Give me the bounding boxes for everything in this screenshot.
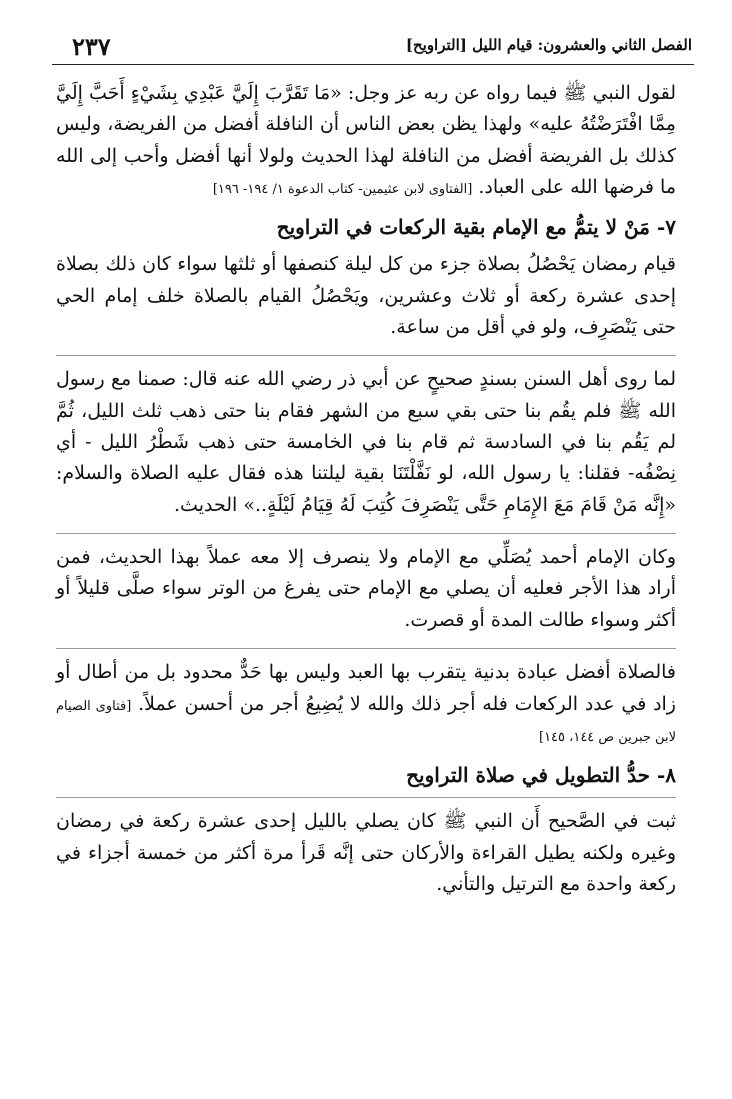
reference-2: [فتاوى الصيام لابن جبرين ص ١٤٤، ١٤٥] [56, 698, 676, 745]
page-header [52, 30, 694, 65]
divider-1 [56, 355, 676, 356]
running-title: الفصل الثاني والعشرون: قيام الليل [التراويح] [405, 36, 692, 54]
paragraph-5 [56, 657, 676, 751]
page-body [56, 78, 676, 912]
paragraph-4: وكان الإمام أحمد يُصَلِّي مع الإمام ولا ينصرف إلا معه عملاً بهذا الحديث، فمن أراد هذا الأجر فعليه أن يصلي مع الإمام حتى يفرغ من الوتر سواء صلَّى قليلاً أو أكثر وسواء طالت المدة أو قصرت. [56, 546, 676, 631]
paragraph-3: لما روى أهل السنن بسندٍ صحيحٍ عن أبي ذر رضي الله عنه قال: صمنا مع رسول الله ﷺ فلم يقُم بنا حتى بقي سبع من الشهر فقام بنا حتى ذهب ثلث الليل، ثُمَّ لم يَقُم بنا في السادسة ثم قام بنا في الخامسة حتى ذهب شَطْرُ الليل - أي نِصْفُه- فقلنا: يا رسول الله، لو نَفَّلْتَنَا بقية ليلتنا هذه فقال عليه الصلاة والسلام: «إِنَّه مَنْ قَامَ مَعَ الإِمَامِ حَتَّى يَنْصَرِفَ كُتِبَ لَهُ قِيَامُ لَيْلَةٍ..» الحديث. [56, 368, 676, 516]
paragraph-2: قيام رمضان يَحْصُلُ بصلاة جزء من كل ليلة كنصفها أو ثلثها سواء كان ذلك بصلاة إحدى عشرة ركعة أو ثلاث وعشرين، ويَحْصُلُ القيام بالصلاة خلف إمام الحي حتى يَنْصَرِف، ولو في أقل من ساعة. [56, 253, 676, 339]
divider-4 [56, 797, 676, 798]
paragraph-1 [56, 78, 676, 203]
paragraph-6: ثبت في الصَّحيح أَن النبي ﷺ كان يصلي بالليل إحدى عشرة ركعة في رمضان وغيره ولكنه يطيل القراءة والأركان حتى إنَّه قَرأ مرة أكثر من خمسة أجزاء في ركعة واحدة مع الترتيل والتأني. [56, 810, 676, 895]
reference-1: [الفتاوى لابن عثيمين- كتاب الدعوة ١/ ١٩٤- ١٩٦] [212, 182, 473, 198]
section-heading-8: ٨- حدُّ التطويل في صلاة التراويح [406, 763, 676, 788]
page-number: ٢٣٧ [72, 32, 111, 61]
divider-3 [56, 648, 676, 649]
section-heading-7: ٧- مَنْ لا يتمُّ مع الإمام بقية الركعات في التراويح [276, 215, 676, 240]
divider-2 [56, 533, 676, 534]
paragraph-5-text: فالصلاة أفضل عبادة بدنية يتقرب بها العبد وليس بها حَدٌّ محدود بل من أطال أو زاد في عدد الركعات فله أجر ذلك والله لا يُضِيعُ أجر من أحسن عملاً. [56, 661, 676, 715]
paragraph-1-text: لقول النبي ﷺ فيما رواه عن ربه عز وجل: «مَا تَقَرَّبَ إِلَيَّ عَبْدِي بِشَيْءٍ أَحَبَّ إِلَيَّ مِمَّا افْتَرَضْتُهُ عليه» ولهذا يظن بعض الناس أن النافلة أفضل من الفريضة، وليس كذلك بل الفريضة أفضل من النافلة لهذا الحديث ولولا أنها أفضل وأحب إلى الله ما فرضها الله على العباد. [56, 82, 676, 199]
